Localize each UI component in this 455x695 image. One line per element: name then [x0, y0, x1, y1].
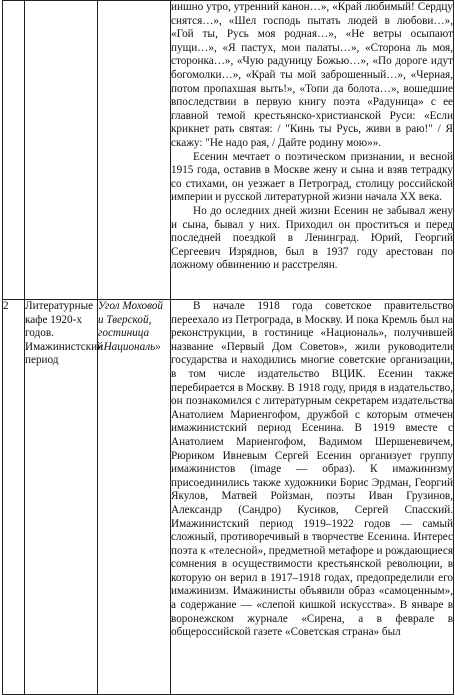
row-number-cell: 2	[3, 300, 25, 695]
paragraph: иишно утро, утренний канон…», «Край любимый! Сердцу снятся…», «Шел господь пытать людей в любови…», «Гой ты, Русь моя родная…», «Не ветры осыпают пущи…», «Я пастух, мои палаты…», «Сторона ль моя, сторонка…», «Чую радуницу Божью…», «По дороге идут богомолки…», «Край ты мой заброшенный…», «Черная, потом пропахшая выть!», «Топи да болота…», вошедшие впоследствии в первую книгу поэта «Радуница» с ее главной темой крестьянско-христианской Руси: «Если крикнет рать святая: / "Кинь ты Русь, живи в раю!" / Я скажу: "Не надо рая, / Дайте родину мою»».	[171, 1, 453, 149]
row-number-cell	[3, 1, 25, 300]
description-cell	[171, 1, 454, 300]
paragraph: В начале 1918 года советское правительство переехало из Петрограда, в Москву. И пока Кремль был на реконструкции, в гостинице «Националь», получившей название «Первый Дом Советов», жили руководители государства и находились многие советские организации, в том числе издательство ВЦИК. Есенин также перебирается в Москву. В 1918 году, придя в издательство, он познакомился с литературным секретарем издательства Анатолием Мариенгофом, дружбой с которым отмечен имажинистский период Есенина. В 1919 вместе с Анатолием Мариенгофом, Вадимом Шершеневичем, Рюриком Ивневым Сергей Есенин организует группу имажинистов (image — образ). К имажинизму присоединились также художники Борис Эрдман, Георгий Якулов, Матвей Ройзман, поэты Иван Грузинов, Александр (Сандро) Кусиков, Сергей Спасский. Имажинистский период 1919–1922 годов — самый сложный, противоречивый в творчестве Есенина. Интерес поэта к «телесной», предметной метафоре и рождающиеся сомнения в осуществимости крестьянской революции, в которую он верил в 1917–1918 годах, предопределили его имажинизм. Имажинисты объявили образ «самоценным», а содержание — «слепой кишкой искусства». В январе в воронежском журнале «Сирена, а в феврале в общероссийской газете «Советская страна» был	[171, 300, 453, 639]
paragraph: Есенин мечтает о поэтическом признании, и весной 1915 года, оставив в Москве жену и сына и взяв тетрадку со стихами, он уезжает в Петроград, столицу российской империи и русской литературной жизни начала XX века.	[171, 150, 453, 204]
literary-places-table	[2, 0, 454, 695]
table-row	[3, 1, 454, 300]
period-cell: Литературные кафе 1920-х годов. Имажинистский период	[25, 300, 98, 695]
place-cell	[98, 1, 171, 300]
description-cell	[171, 300, 454, 695]
period-cell	[25, 1, 98, 300]
paragraph: Но до оследних дней жизни Есенин не забывал жену и сына, бывал у них. Приходил он проститься и перед последней поездкой в Ленинград. Юрий, Георгий Сергеевич Изряднов, был в 1937 году арестован по ложному обвинению и расстрелян.	[171, 204, 453, 272]
place-cell: Угол Моховой и Тверской, гостиница «Националь»	[98, 300, 171, 695]
table-row	[3, 300, 454, 695]
